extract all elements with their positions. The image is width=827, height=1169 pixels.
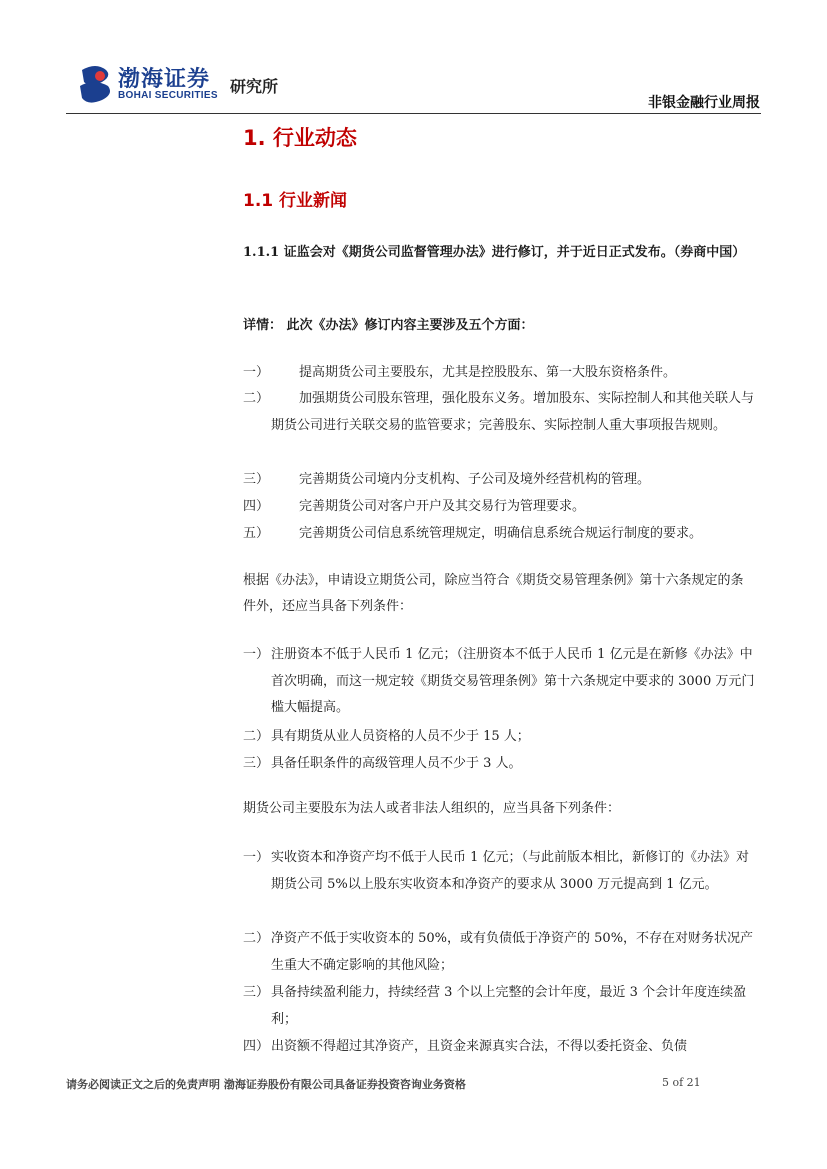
list-item-number: 三） <box>243 472 270 487</box>
list-item-number: 一） <box>243 647 270 662</box>
paragraph-shareholders: 期货公司主要股东为法人或者非法人组织的，应当具备下列条件： <box>243 801 621 816</box>
list-item-number: 三） <box>243 756 270 771</box>
list-item <box>243 521 756 548</box>
logo-chinese-name: 渤海证券 <box>118 67 211 92</box>
list-item-number: 五） <box>243 526 270 541</box>
list-item <box>243 845 756 898</box>
company-logo <box>78 62 293 106</box>
bohai-logo-icon <box>78 64 112 104</box>
list-item-text: 完善期货公司对客户开户及其交易行为管理要求。 <box>299 499 586 514</box>
list-item-number: 四） <box>243 499 270 514</box>
list-item <box>243 980 756 1033</box>
list-item-number: 二） <box>243 391 270 406</box>
list-item <box>243 926 756 979</box>
list-item-number: 二） <box>243 729 270 744</box>
list-item-text: 出资额不得超过其净资产，且资金来源真实合法，不得以委托资金、负债 <box>271 1039 688 1054</box>
list-item-text: 具备任职条件的高级管理人员不少于 3 人。 <box>271 756 522 771</box>
list-item <box>243 360 756 387</box>
list-item-text: 实收资本和净资产均不低于人民币 1 亿元；（与此前版本相比，新修订的《办法》对期货公司 5%以上股东实收资本和净资产的要求从 3000 万元提高到 1 亿元。 <box>271 850 750 892</box>
paragraph-conditions: 根据《办法》，申请设立期货公司，除应当符合《期货交易管理条例》第十六条规定的条件外，还应当具备下列条件： <box>243 573 744 614</box>
subsection-heading: 1.1 行业新闻 <box>243 191 348 211</box>
list-item-text: 完善期货公司信息系统管理规定，明确信息系统合规运行制度的要求。 <box>299 526 703 541</box>
list-item <box>243 724 756 751</box>
list-item-text: 具备持续盈利能力，持续经营 3 个以上完整的会计年度，最近 3 个会计年度连续盈利； <box>271 985 747 1027</box>
page-number: 5 of 21 <box>662 1076 701 1089</box>
detail-intro: 详情： 此次《办法》修订内容主要涉及五个方面： <box>243 318 534 333</box>
header-divider <box>66 113 761 114</box>
list-item-text: 提高期货公司主要股东，尤其是控股股东、第一大股东资格条件。 <box>299 365 677 380</box>
list-item <box>243 494 756 521</box>
list-item-number: 一） <box>243 365 270 380</box>
list-item-number: 二） <box>243 931 270 946</box>
list-item <box>243 642 756 722</box>
logo-english-name: BOHAI SECURITIES <box>118 90 218 101</box>
list-item <box>243 1034 756 1061</box>
list-item <box>243 467 756 494</box>
list-item-number: 三） <box>243 985 270 1000</box>
news-title: 1.1.1 证监会对《期货公司监督管理办法》进行修订，并于近日正式发布。（券商中国） <box>243 245 746 260</box>
list-item-text: 净资产不低于实收资本的 50%，或有负债低于净资产的 50%，不存在对财务状况产生重大不确定影响的其他风险； <box>271 931 754 973</box>
list-item-text: 加强期货公司股东管理，强化股东义务。增加股东、实际控制人和其他关联人与期货公司进行关联交易的监管要求；完善股东、实际控制人重大事项报告规则。 <box>271 391 755 433</box>
report-type-title: 非银金融行业周报 <box>648 95 760 111</box>
list-item-text: 具有期货从业人员资格的人员不少于 15 人； <box>271 729 530 744</box>
list-item <box>243 751 756 778</box>
research-dept-label: 研究所 <box>230 77 279 96</box>
list-item-number: 一） <box>243 850 270 865</box>
list-item <box>243 386 756 439</box>
list-item-text: 完善期货公司境内分支机构、子公司及境外经营机构的管理。 <box>299 472 651 487</box>
footer-disclaimer: 请务必阅读正文之后的免责声明 渤海证券股份有限公司具备证券投资咨询业务资格 <box>66 1078 466 1091</box>
list-item-number: 四） <box>243 1039 270 1054</box>
section-heading: 1. 行业动态 <box>243 126 357 150</box>
list-item-text: 注册资本不低于人民币 1 亿元；（注册资本不低于人民币 1 亿元是在新修《办法》中首次明确，而这一规定较《期货交易管理条例》第十六条规定中要求的 3000 万元门槛大幅提高。 <box>271 647 755 715</box>
